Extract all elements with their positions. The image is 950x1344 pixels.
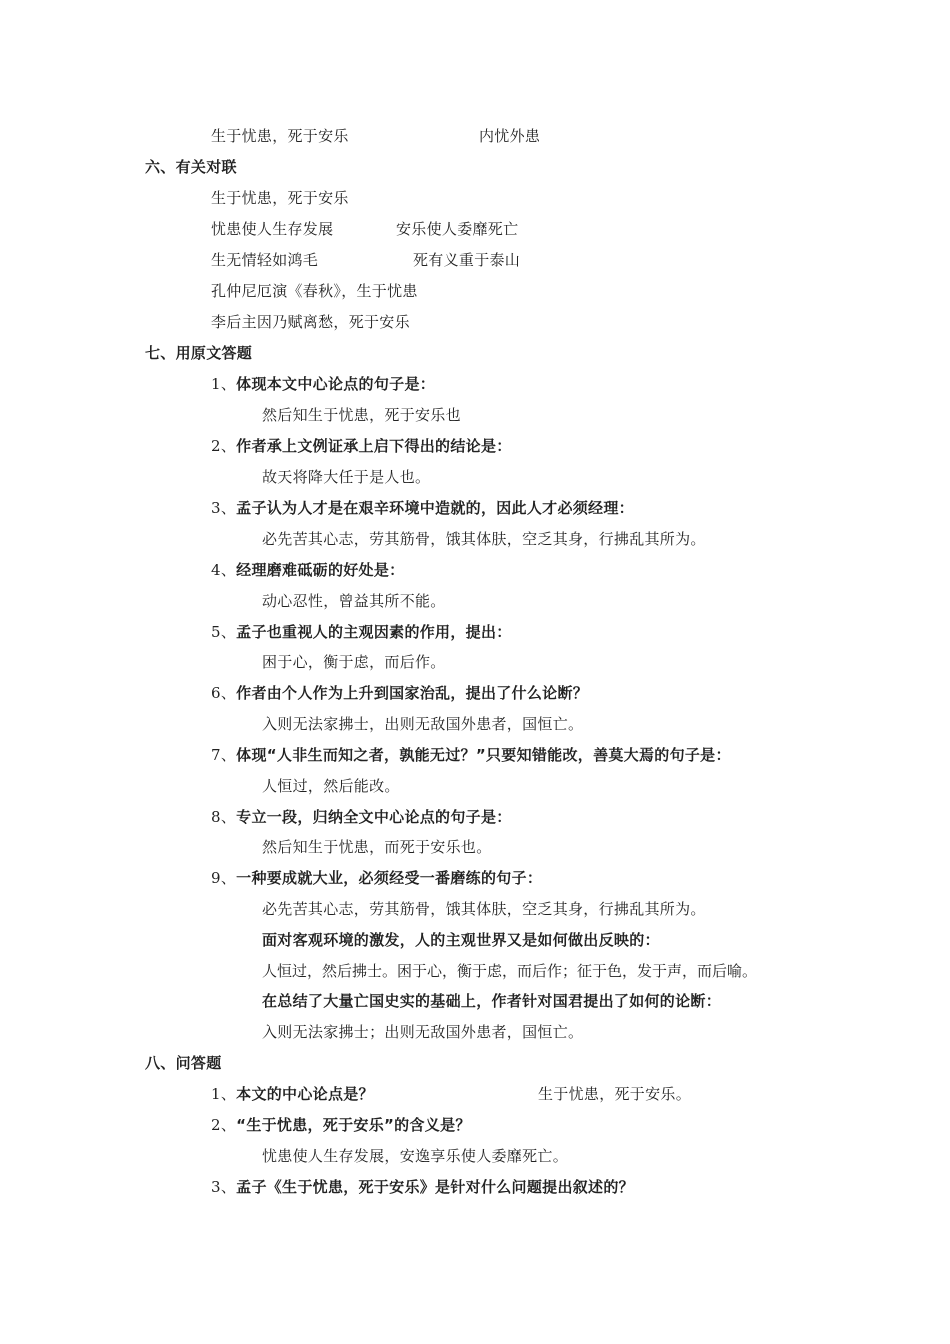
question-text: 孟子认为人才是在艰辛环境中造就的，因此人才必须经理： (236, 499, 634, 517)
question-number: 5、 (211, 623, 237, 641)
answer-7: 人恒过，然后能改。 (262, 777, 400, 795)
qa-question-1 (211, 1084, 692, 1104)
section-8-heading: 八、问答题 (145, 1054, 222, 1072)
question-text: 体现本文中心论点的句子是： (236, 375, 436, 393)
question-7 (211, 745, 731, 765)
question-text: 本文的中心论点是？ (236, 1085, 374, 1103)
question-number: 6、 (211, 684, 237, 702)
question-number: 3、 (211, 1178, 237, 1196)
couplet-line-2 (211, 219, 519, 239)
section-7-heading: 七、用原文答题 (145, 344, 253, 362)
question-number: 1、 (211, 1085, 237, 1103)
question-6 (211, 683, 588, 703)
question-text: “生于忧患，死于安乐”的含义是？ (236, 1116, 471, 1134)
question-1 (211, 374, 435, 394)
question-text: 孟子也重视人的主观因素的作用，提出： (236, 623, 512, 641)
question-9 (211, 868, 542, 888)
question-number: 1、 (211, 375, 237, 393)
question-4 (211, 560, 404, 580)
qa-answer-2: 忧患使人生存发展，安逸享乐使人委靡死亡。 (262, 1147, 569, 1165)
question-3 (211, 498, 634, 518)
answer-8: 然后知生于忧患，而死于安乐也。 (262, 838, 492, 856)
question-2 (211, 436, 512, 456)
extra-answer-2: 入则无法家拂士；出则无敌国外患者，国恒亡。 (262, 1023, 584, 1041)
question-number: 2、 (211, 437, 237, 455)
question-number: 9、 (211, 869, 237, 887)
intro-right-text: 内忧外患 (479, 127, 541, 145)
couplet-line-5: 李后主因乃赋离愁，死于安乐 (211, 313, 410, 331)
couplet-line-1: 生于忧患，死于安乐 (211, 189, 349, 207)
qa-question-2 (211, 1115, 471, 1135)
answer-1: 然后知生于忧患，死于安乐也 (262, 406, 461, 424)
couplet-line-4: 孔仲尼厄演《春秋》，生于忧患 (211, 282, 418, 300)
question-text: 经理磨难砥砺的好处是： (236, 561, 405, 579)
extra-question-1: 面对客观环境的激发，人的主观世界又是如何做出反映的： (262, 931, 660, 949)
extra-question-2: 在总结了大量亡国史实的基础上，作者针对国君提出了如何的论断： (262, 992, 722, 1010)
section-6-heading: 六、有关对联 (145, 158, 237, 176)
question-text: 作者承上文例证承上启下得出的结论是： (236, 437, 512, 455)
question-text: 作者由个人作为上升到国家治乱，提出了什么论断？ (236, 684, 589, 702)
couplet-line-2-left: 忧患使人生存发展 (211, 220, 334, 238)
question-text: 专立一段，归纳全文中心论点的句子是： (236, 808, 512, 826)
question-5 (211, 622, 512, 642)
question-number: 3、 (211, 499, 237, 517)
intro-line (211, 126, 541, 146)
question-number: 2、 (211, 1116, 237, 1134)
couplet-line-3-left: 生无情轻如鸿毛 (211, 251, 319, 269)
extra-answer-1: 人恒过，然后拂士。困于心，衡于虑，而后作；征于色，发于声，而后喻。 (262, 962, 758, 980)
answer-3: 必先苦其心志，劳其筋骨，饿其体肤，空乏其身，行拂乱其所为。 (262, 530, 706, 548)
question-text: 孟子《生于忧患，死于安乐》是针对什么问题提出叙述的？ (236, 1178, 634, 1196)
answer-9: 必先苦其心志，劳其筋骨，饿其体肤，空乏其身，行拂乱其所为。 (262, 900, 706, 918)
question-number: 7、 (211, 746, 237, 764)
question-number: 4、 (211, 561, 237, 579)
answer-4: 动心忍性，曾益其所不能。 (262, 592, 446, 610)
question-text: 体现“人非生而知之者，孰能无过？”只要知错能改，善莫大焉的句子是： (236, 746, 731, 764)
answer-5: 困于心，衡于虑，而后作。 (262, 653, 446, 671)
intro-left-text: 生于忧患，死于安乐 (211, 127, 349, 145)
couplet-line-2-right: 安乐使人委靡死亡 (396, 220, 519, 238)
qa-question-3 (211, 1177, 634, 1197)
couplet-line-3-right: 死有义重于泰山 (413, 251, 521, 269)
question-text: 一种要成就大业，必须经受一番磨练的句子： (236, 869, 543, 887)
answer-2: 故天将降大任于是人也。 (262, 468, 431, 486)
qa-answer-1: 生于忧患，死于安乐。 (538, 1085, 692, 1103)
answer-6: 入则无法家拂士，出则无敌国外患者，国恒亡。 (262, 715, 584, 733)
couplet-line-3 (211, 250, 521, 270)
question-number: 8、 (211, 808, 237, 826)
question-8 (211, 807, 512, 827)
